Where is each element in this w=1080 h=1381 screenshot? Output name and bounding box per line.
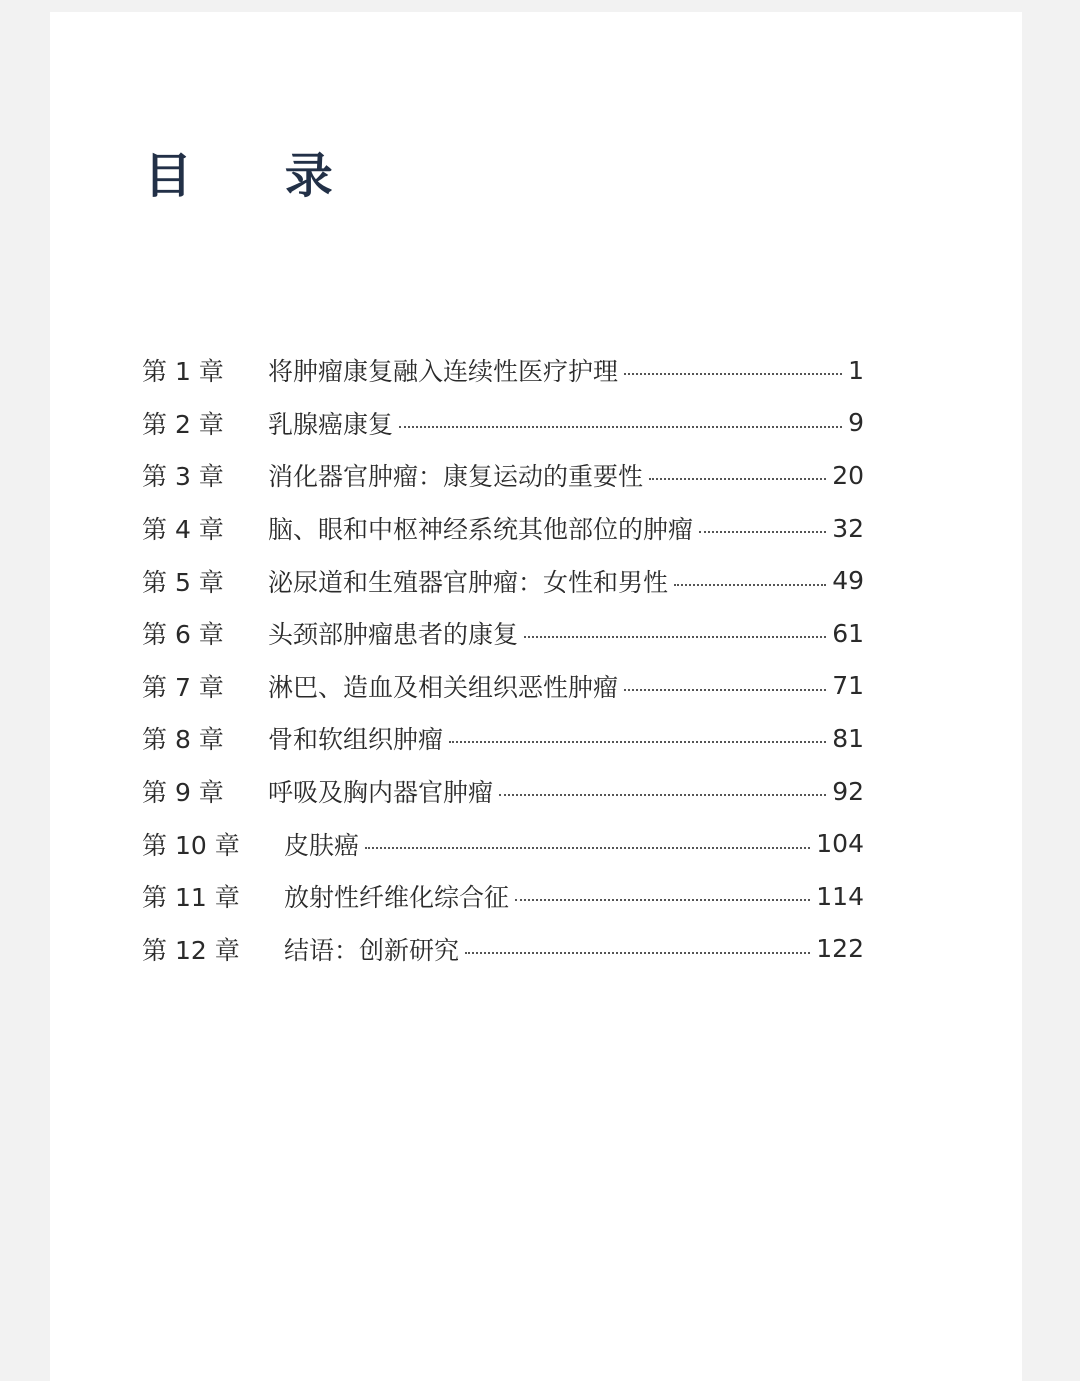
chapter-title: 结语：创新研究 (284, 935, 460, 965)
toc-entry (142, 554, 864, 607)
chapter-label: 第 1 章 (142, 357, 224, 387)
page-number: 49 (832, 566, 864, 596)
page-number: 9 (848, 408, 864, 438)
chapter-label: 第 12 章 (142, 935, 240, 965)
chapter-title: 将肿瘤康复融入连续性医疗护理 (268, 357, 619, 387)
chapter-label: 第 3 章 (142, 462, 224, 492)
toc-entry (142, 660, 864, 713)
chapter-title: 呼吸及胸内器官肿瘤 (268, 778, 494, 808)
chapter-title: 皮肤癌 (284, 830, 360, 860)
page-number: 92 (832, 776, 864, 806)
page-number: 61 (832, 618, 864, 648)
dot-leader (399, 426, 842, 428)
dot-leader (499, 794, 826, 796)
page-number: 104 (816, 829, 864, 859)
toc-entry (142, 870, 864, 923)
chapter-title: 头颈部肿瘤患者的康复 (268, 620, 519, 650)
chapter-title: 泌尿道和生殖器官肿瘤：女性和男性 (268, 567, 669, 597)
page-number: 81 (832, 723, 864, 753)
chapter-label: 第 2 章 (142, 409, 224, 439)
dot-leader (674, 584, 826, 586)
toc-entry (142, 712, 864, 765)
toc-list (142, 344, 864, 975)
toc-entry (142, 344, 864, 397)
page-number: 1 (848, 355, 864, 385)
page-number: 114 (816, 881, 864, 911)
page-number: 32 (832, 513, 864, 543)
dot-leader (649, 478, 826, 480)
page-number: 122 (816, 934, 864, 964)
chapter-title: 脑、眼和中枢神经系统其他部位的肿瘤 (268, 515, 694, 545)
dot-leader (449, 741, 826, 743)
chapter-title: 骨和软组织肿瘤 (268, 725, 444, 755)
chapter-label: 第 9 章 (142, 778, 224, 808)
chapter-title: 乳腺癌康复 (268, 409, 394, 439)
dot-leader (465, 952, 810, 954)
toc-entry (142, 397, 864, 450)
chapter-title: 放射性纤维化综合征 (284, 883, 510, 913)
dot-leader (624, 689, 826, 691)
dot-leader (699, 531, 826, 533)
toc-title: 目 录 (144, 148, 371, 204)
toc-entry (142, 923, 864, 976)
page-number: 71 (832, 671, 864, 701)
chapter-label: 第 8 章 (142, 725, 224, 755)
dot-leader (365, 847, 810, 849)
toc-entry (142, 765, 864, 818)
chapter-label: 第 7 章 (142, 672, 224, 702)
chapter-label: 第 4 章 (142, 515, 224, 545)
chapter-title: 淋巴、造血及相关组织恶性肿瘤 (268, 672, 619, 702)
toc-entry (142, 449, 864, 502)
chapter-label: 第 10 章 (142, 830, 240, 860)
dot-leader (624, 373, 842, 375)
chapter-label: 第 5 章 (142, 567, 224, 597)
chapter-label: 第 11 章 (142, 883, 240, 913)
toc-entry (142, 607, 864, 660)
toc-entry (142, 502, 864, 555)
page-number: 20 (832, 460, 864, 490)
dot-leader (524, 636, 826, 638)
toc-entry (142, 817, 864, 870)
chapter-title: 消化器官肿瘤：康复运动的重要性 (268, 462, 644, 492)
chapter-label: 第 6 章 (142, 620, 224, 650)
dot-leader (515, 899, 810, 901)
